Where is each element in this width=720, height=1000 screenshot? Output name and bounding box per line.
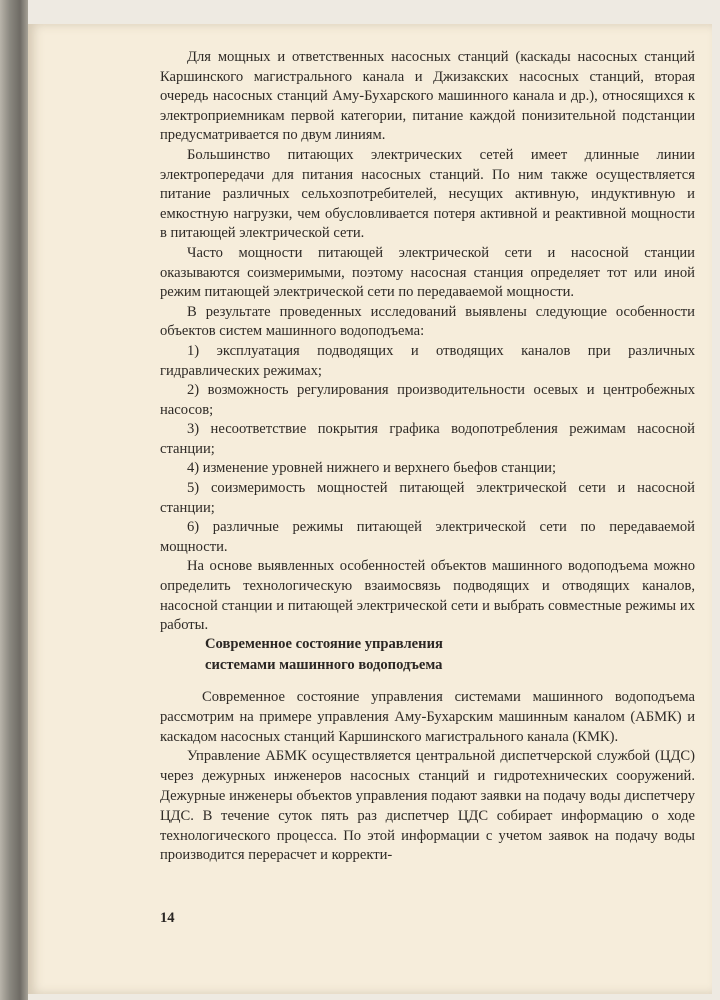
body-text-bottom	[160, 688, 695, 866]
list-item: 6) различные режимы питающей электрической сети по передаваемой мощности.	[160, 519, 695, 555]
paragraph: Большинство питающих электрических сетей имеет длинные линии электропередачи для питания насосных станций. По ним также осуществляется питание различных сельхозпотребителей, несущих активную, индуктивную и емкостную нагрузки, чем обусловливается потеря активной и реактивной мощности в питающей электрической сети.	[160, 146, 695, 242]
list-item: 1) эксплуатация подводящих и отводящих каналов при различных гидравлических режимах;	[160, 342, 695, 379]
section-heading-line-1: Современное состояние управления	[205, 636, 443, 652]
list-item: 3) несоответствие покрытия графика водопотребления режимам насосной станции;	[160, 421, 695, 457]
list-item: 5) соизмеримость мощностей питающей электрической сети и насосной станции;	[160, 480, 695, 516]
paragraph: Часто мощности питающей электрической сети и насосной станции оказываются соизмеримыми, поэтому насосная станция определяет тот или иной режим питающей электрической сети по передаваемой мощности.	[160, 244, 695, 301]
page-number: 14	[160, 910, 175, 926]
list-item: 2) возможность регулирования производительности осевых и центробежных насосов;	[160, 382, 695, 418]
book-spine-shadow	[0, 0, 28, 1000]
paragraph: Для мощных и ответственных насосных станций (каскады насосных станций Каршинского магистрального канала и Джизакских насосных станций, вторая очередь насосных станций Аму-Бухарского машинного канала и др.), относящихся к электроприемникам первой категории, питание каждой понизительной подстанции предусматривается по двум линиям.	[160, 49, 695, 144]
list-item: 4) изменение уровней нижнего и верхнего бьефов станции;	[187, 460, 557, 477]
paragraph: В результате проведенных исследований выявлены следующие особенности объектов систем машинного водоподъема:	[160, 303, 695, 340]
section-heading-line-2: системами машинного водоподъема	[205, 657, 443, 673]
paragraph: На основе выявленных особенностей объектов машинного водоподъема можно определить технологическую взаимосвязь подводящих и отводящих каналов, насосной станции и питающей электрической сети и выбрать совместные режимы их работы.	[160, 558, 695, 634]
paragraph: Современное состояние управления системами машинного водоподъема рассмотрим на примере управления Аму-Бухарским машинным каналом (АБМК) и каскадом насосных станций Каршинского магистрального канала (КМК).	[160, 689, 695, 745]
section-heading	[205, 634, 665, 676]
paragraph: Управление АБМК осуществляется центральной диспетчерской службой (ЦДС) через дежурных инженеров насосных станций и гидротехнических сооружений. Дежурные инженеры объектов управления подают заявки на подачу воды диспетчеру ЦДС. В течение суток пять раз диспетчер ЦДС собирает информацию о ходе технологического процесса. По этой информации с учетом заявок на подачу воды производится перерасчет и корректи-	[160, 748, 695, 864]
body-text-top	[160, 48, 695, 636]
